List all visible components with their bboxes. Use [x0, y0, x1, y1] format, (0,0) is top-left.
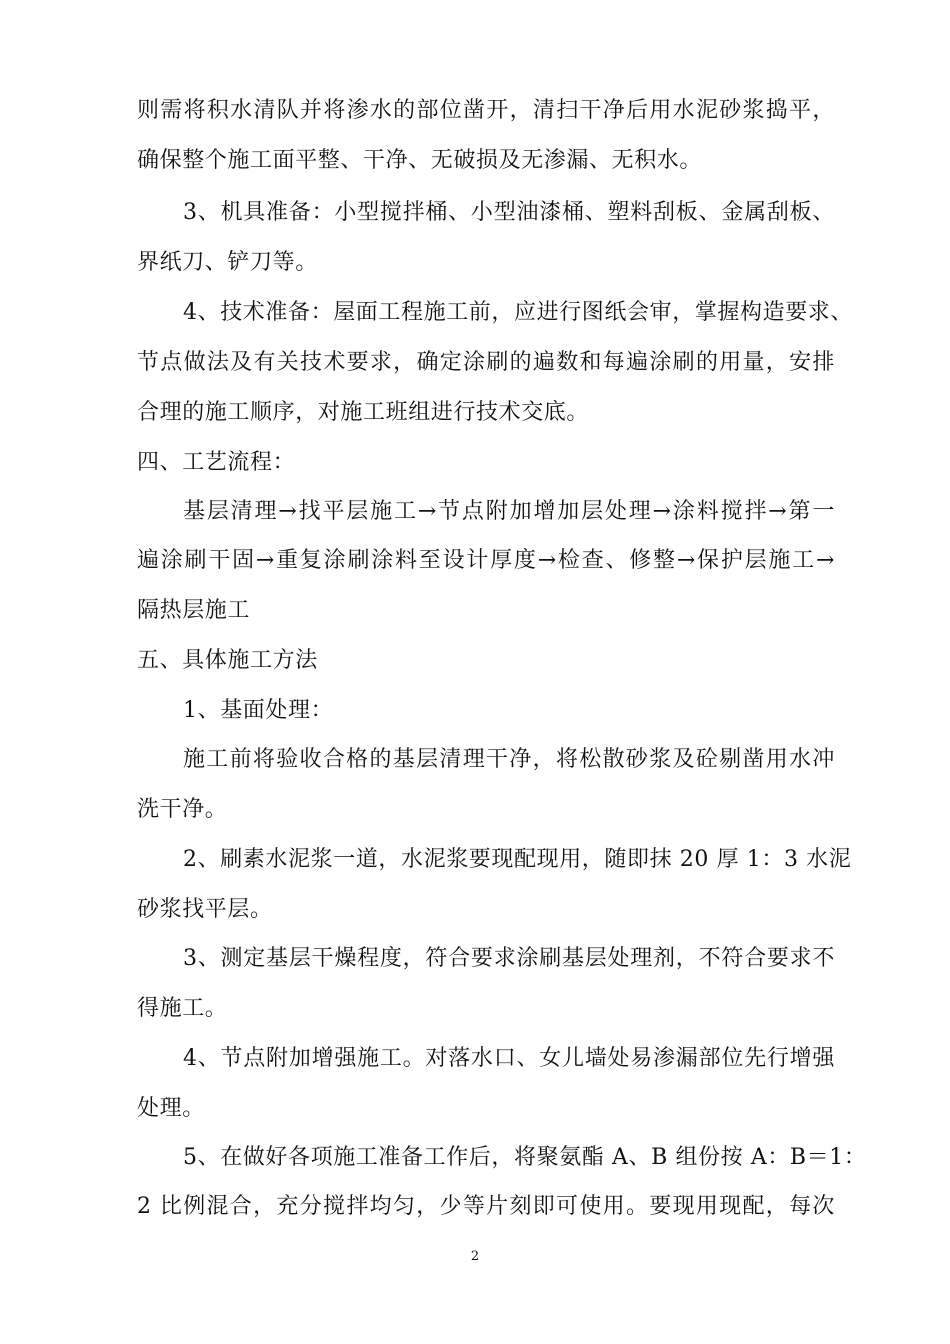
text-line: 4、节点附加增强施工。对落水口、女儿墙处易渗漏部位先行增强: [183, 1046, 835, 1071]
text-line: 施工前将验收合格的基层清理干净，将松散砂浆及砼剔凿用水冲: [183, 747, 835, 772]
text-line: 隔热层施工: [137, 598, 251, 623]
text-line: 确保整个施工面平整、干净、无破损及无渗漏、无积水。: [137, 148, 703, 173]
text-line: 砂浆找平层。: [137, 897, 273, 922]
text-line: 基层清理→找平层施工→节点附加增加层处理→涂料搅拌→第一: [183, 499, 835, 524]
section-heading: 五、具体施工方法: [137, 648, 318, 673]
text-line: 遍涂刷干固→重复涂刷涂料至设计厚度→检查、修整→保护层施工→: [137, 548, 835, 573]
page-number: 2: [470, 1249, 480, 1264]
text-line: 节点做法及有关技术要求，确定涂刷的遍数和每遍涂刷的用量，安排: [137, 350, 835, 375]
subsection-heading: 1、基面处理：: [183, 698, 334, 723]
text-line: 合理的施工顺序，对施工班组进行技术交底。: [137, 400, 590, 425]
section-heading: 四、工艺流程：: [137, 450, 296, 475]
text-line: 3、机具准备：小型搅拌桶、小型油漆桶、塑料刮板、金属刮板、: [183, 200, 835, 225]
text-line: 3、测定基层干燥程度，符合要求涂刷基层处理剂，不符合要求不: [183, 946, 835, 971]
text-line: 4、技术准备：屋面工程施工前，应进行图纸会审，掌握构造要求、: [183, 300, 853, 325]
text-line: 处理。: [137, 1096, 205, 1121]
text-line: 2 比例混合，充分搅拌均匀，少等片刻即可使用。要现用现配，每次: [137, 1194, 835, 1219]
text-line: 界纸刀、铲刀等。: [137, 250, 318, 275]
text-line: 则需将积水清队并将渗水的部位凿开，清扫干净后用水泥砂浆捣平，: [137, 98, 835, 123]
text-line: 2、刷素水泥浆一道，水泥浆要现配现用，随即抹 20 厚 1：3 水泥: [183, 847, 852, 872]
text-line: 洗干净。: [137, 797, 228, 822]
text-line: 得施工。: [137, 996, 228, 1021]
text-line: 5、在做好各项施工准备工作后，将聚氨酯 A、B 组份按 A：B＝1：: [183, 1145, 867, 1170]
